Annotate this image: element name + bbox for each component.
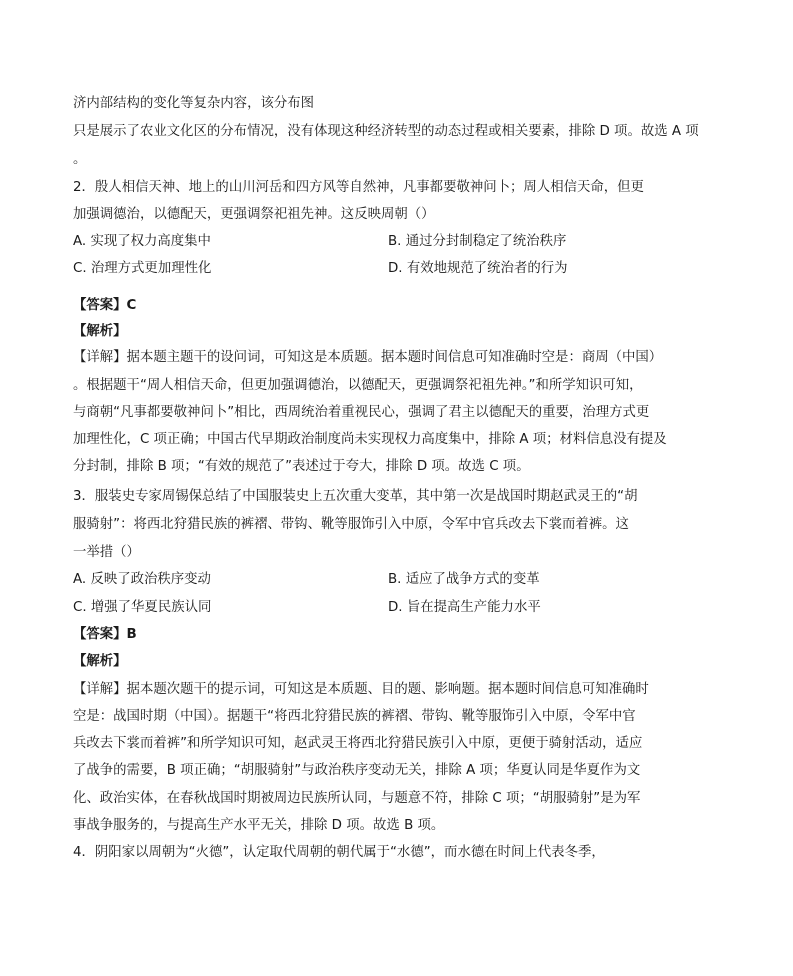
question-2-option-c: C. 治理方式更加理性化 [73,261,212,276]
question-2-detail-line-4: 加理性化，C 项正确；中国古代早期政治制度尚未实现权力高度集中，排除 A 项；材料信息没有提及 [73,432,667,447]
question-3-detail-line-1: 【详解】据本题次题干的提示词，可知这是本质题、目的题、影响题。据本题时间信息可知准确时 [73,682,649,697]
question-3-answer: 【答案】B [73,627,137,642]
intro-line-1: 济内部结构的变化等复杂内容，该分布图 [73,96,315,111]
question-4-stem-line-1: 4．阴阳家以周朝为“火德”，认定取代周朝的朝代属于“水德”，而水德在时间上代表冬季， [73,845,605,860]
question-2-detail-line-3: 与商朝“凡事都要敬神问卜”相比，西周统治着重视民心，强调了君主以德配天的重要，治理方式更 [73,405,650,420]
question-3-detail-line-6: 事战争服务的，与提高生产水平无关，排除 D 项。故选 B 项。 [73,818,445,833]
question-3-detail-line-4: 了战争的需要，B 项正确；“胡服骑射”与政治秩序变动无关，排除 A 项；华夏认同是华夏作为文 [73,763,641,778]
question-3-stem-line-3: 一举措（） [73,545,140,560]
question-2-analysis-heading: 【解析】 [73,324,127,339]
question-2-detail-line-1: 【详解】据本题主题干的设问词，可知这是本质题。据本题时间信息可知准确时空是：商周（中国） [73,350,663,365]
question-3-stem-line-1: 3．服装史专家周锡保总结了中国服装史上五次重大变革，其中第一次是战国时期赵武灵王的“胡 [73,489,638,504]
question-2-option-a: A. 实现了权力高度集中 [73,234,211,249]
question-2-answer: 【答案】C [73,298,137,313]
question-2-stem-line-1: 2．殷人相信天神、地上的山川河岳和四方风等自然神，凡事都要敬神问卜；周人相信天命，但更 [73,180,644,195]
question-3-option-c: C. 增强了华夏民族认同 [73,600,212,615]
question-3-option-d: D. 旨在提高生产能力水平 [388,600,541,615]
question-2-option-d: D. 有效地规范了统治者的行为 [388,261,568,276]
question-3-analysis-heading: 【解析】 [73,654,127,669]
question-2-detail-line-5: 分封制，排除 B 项；“有效的规范了”表述过于夸大，排除 D 项。故选 C 项。 [73,459,530,474]
question-3-option-a: A. 反映了政治秩序变动 [73,572,211,587]
question-3-detail-line-5: 化、政治实体，在春秋战国时期被周边民族所认同，与题意不符，排除 C 项；“胡服骑射”是为军 [73,791,641,806]
question-2-detail-line-2: 。根据题干“周人相信天命，但更加强调德治，以德配天，更强调祭祀祖先神。”和所学知识可知， [73,378,643,393]
question-2-stem-line-2: 加强调德治，以德配天，更强调祭祀祖先神。这反映周朝（） [73,207,435,222]
question-3-detail-line-2: 空是：战国时期（中国）。据题干“将西北狩猎民族的裤褶、带钩、靴等服饰引入中原，令军中官 [73,709,636,724]
intro-line-3: 。 [73,152,87,167]
question-3-detail-line-3: 兵改去下裳而着裤”和所学知识可知，赵武灵王将西北狩猎民族引入中原，更便于骑射活动，适应 [73,736,643,751]
question-3-stem-line-2: 服骑射”：将西北狩猎民族的裤褶、带钩、靴等服饰引入中原，令军中官兵改去下裳而着裤。这 [73,517,629,532]
question-2-option-b: B. 通过分封制稳定了统治秩序 [388,234,567,249]
question-3-option-b: B. 适应了战争方式的变革 [388,572,540,587]
intro-line-2: 只是展示了农业文化区的分布情况，没有体现这种经济转型的动态过程或相关要素，排除 D 项。故选 A 项 [73,124,699,139]
